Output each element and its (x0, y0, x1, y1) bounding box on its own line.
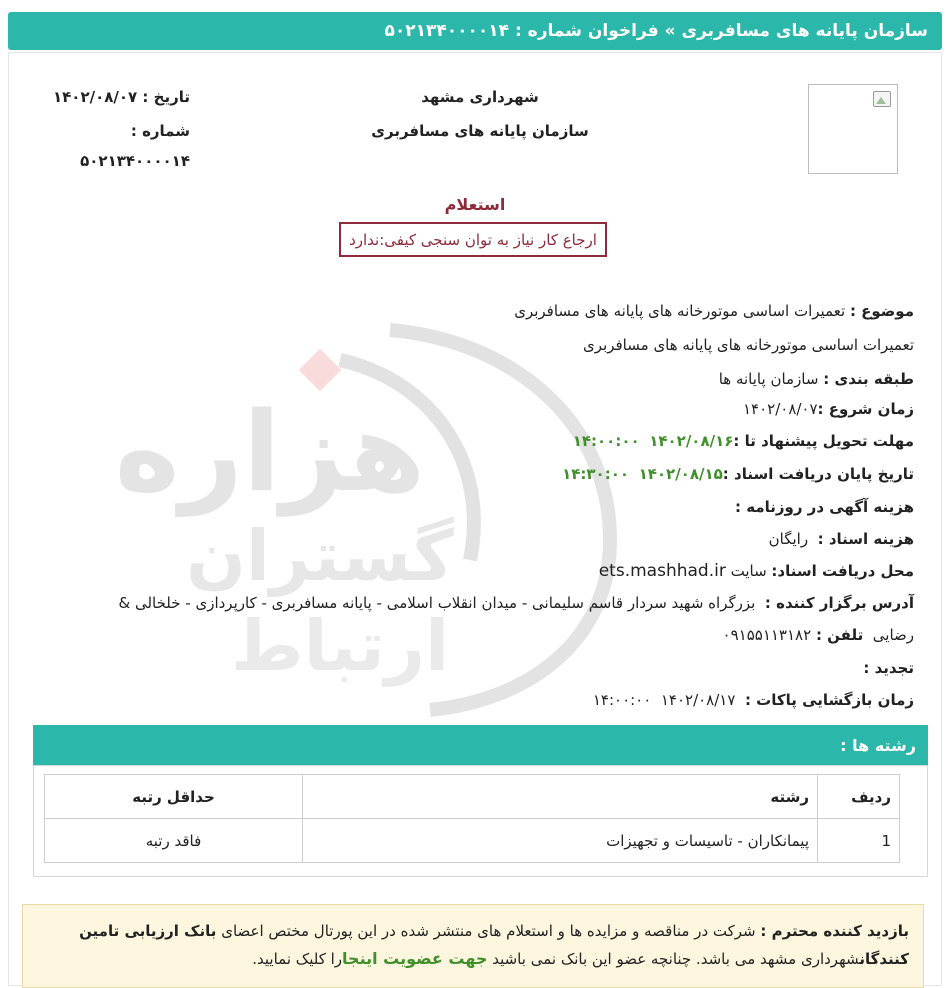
deadline-date: ۱۴۰۲/۰۸/۱۶ (649, 432, 734, 450)
notice-text-3: را کلیک نمایید. (252, 950, 343, 968)
table-row (45, 819, 900, 863)
phone-value: ۰۹۱۵۵۱۱۳۱۸۲ (722, 626, 812, 644)
deadline-label: مهلت تحویل پیشنهاد تا : (733, 432, 914, 450)
doc-cost-value: رایگان (768, 530, 809, 548)
opening-date: ۱۴۰۲/۰۸/۱۷ (660, 691, 736, 709)
cell-radif: 1 (818, 819, 900, 863)
date-line (30, 88, 190, 106)
renewal-label: تجدید : (863, 659, 914, 677)
ad-cost-label: هزینه آگهی در روزنامه : (735, 498, 914, 516)
renewal-row (863, 659, 914, 677)
watermark-text-3: ارتباط (230, 605, 450, 687)
column-header-reshte: رشته (303, 775, 818, 819)
subject-description: تعمیرات اساسی موتورخانه های پایانه های مسافربری (583, 336, 914, 354)
table-header-row (45, 775, 900, 819)
subject-label: موضوع : (849, 302, 914, 320)
category-value: سازمان پایانه ها (718, 370, 819, 388)
phone-label: تلفن : (815, 626, 864, 644)
watermark-text-1: هزاره (114, 388, 426, 516)
cell-rotbe: فاقد رتبه (45, 819, 303, 863)
doc-place-prefix: سایت (730, 562, 767, 580)
docs-end-time: ۱۴:۳۰:۰۰ (562, 465, 630, 483)
inquiry-title: استعلام (444, 195, 506, 214)
doc-place-label: محل دریافت اسناد: (771, 562, 914, 580)
fields-section-title: رشته ها : (840, 735, 916, 755)
opening-time: ۱۴:۰۰:۰۰ (592, 691, 652, 709)
ad-cost-row (735, 498, 914, 516)
opening-label: زمان بازگشایی پاکات : (744, 691, 914, 709)
header-title: سازمان پایانه های مسافربری » فراخوان شماره : (514, 21, 928, 41)
doc-cost-label: هزینه اسناد : (817, 530, 914, 548)
category-row (719, 370, 914, 388)
docs-end-date: ۱۴۰۲/۰۸/۱۵ (638, 465, 723, 483)
organization-logo (808, 84, 898, 174)
notice-text-1: شرکت در مناقصه و مزایده ها و استعلام های منتشر شده در این پورتال مختص اعضای (221, 922, 756, 940)
deadline-row (573, 432, 914, 450)
cell-reshte: پیمانکاران - تاسیسات و تجهیزات (303, 819, 818, 863)
address-row (118, 594, 914, 612)
start-value: ۱۴۰۲/۰۸/۰۷ (742, 400, 818, 418)
subject-row (514, 302, 914, 320)
category-label: طبقه بندی : (823, 370, 914, 388)
address-value: بزرگراه شهید سردار قاسم سلیمانی - میدان انقلاب اسلامی - پایانه مسافربری - کارپردازی - خلخالی & (118, 594, 756, 612)
subject-value: تعمیرات اساسی موتورخانه های پایانه های مسافربری (514, 302, 846, 320)
quality-assessment-note: ارجاع کار نیاز به توان سنجی کیفی:ندارد (339, 222, 607, 257)
deadline-time: ۱۴:۰۰:۰۰ (572, 432, 640, 450)
broken-image-icon (873, 91, 891, 107)
visitor-notice (22, 904, 924, 988)
opening-row (593, 691, 914, 709)
doc-place-row (599, 561, 914, 581)
docs-end-row (562, 465, 914, 483)
address-continuation: رضایی (872, 626, 914, 644)
header-number: ۵۰۲۱۳۴۰۰۰۰۱۴ (384, 21, 509, 41)
org-name-line1: شهرداری مشهد (421, 88, 539, 106)
fields-section-header (33, 725, 928, 765)
doc-cost-row (769, 530, 914, 548)
address-label: آدرس برگزار کننده : (764, 594, 914, 612)
start-row (743, 400, 914, 418)
notice-bank-name: بانک ارزیابی تامین کنندگان (79, 922, 909, 968)
number-value: ۵۰۲۱۳۴۰۰۰۰۱۴ (80, 152, 190, 170)
date-label: تاریخ : (142, 88, 190, 106)
join-membership-link[interactable]: جهت عضویت اینجا (342, 949, 488, 968)
column-header-rotbe: حداقل رتبه (45, 775, 303, 819)
notice-text-2: شهرداری مشهد می باشد. چنانچه عضو این بانک نمی باشید (492, 950, 860, 968)
date-value: ۱۴۰۲/۰۸/۰۷ (52, 88, 138, 106)
column-header-radif: ردیف (818, 775, 900, 819)
number-label: شماره : (130, 122, 190, 140)
fields-table (44, 774, 900, 863)
start-label: زمان شروع : (817, 400, 914, 418)
docs-end-label: تاریخ پایان دریافت اسناد : (722, 465, 914, 483)
doc-place-site-link[interactable]: ets.mashhad.ir (598, 561, 726, 581)
notice-greeting: بازدید کننده محترم : (760, 922, 909, 940)
org-name-line2: سازمان پایانه های مسافربری (371, 122, 589, 140)
watermark-text-2: گستران (186, 515, 454, 597)
address-phone-row (723, 626, 914, 644)
page-header (8, 12, 942, 50)
